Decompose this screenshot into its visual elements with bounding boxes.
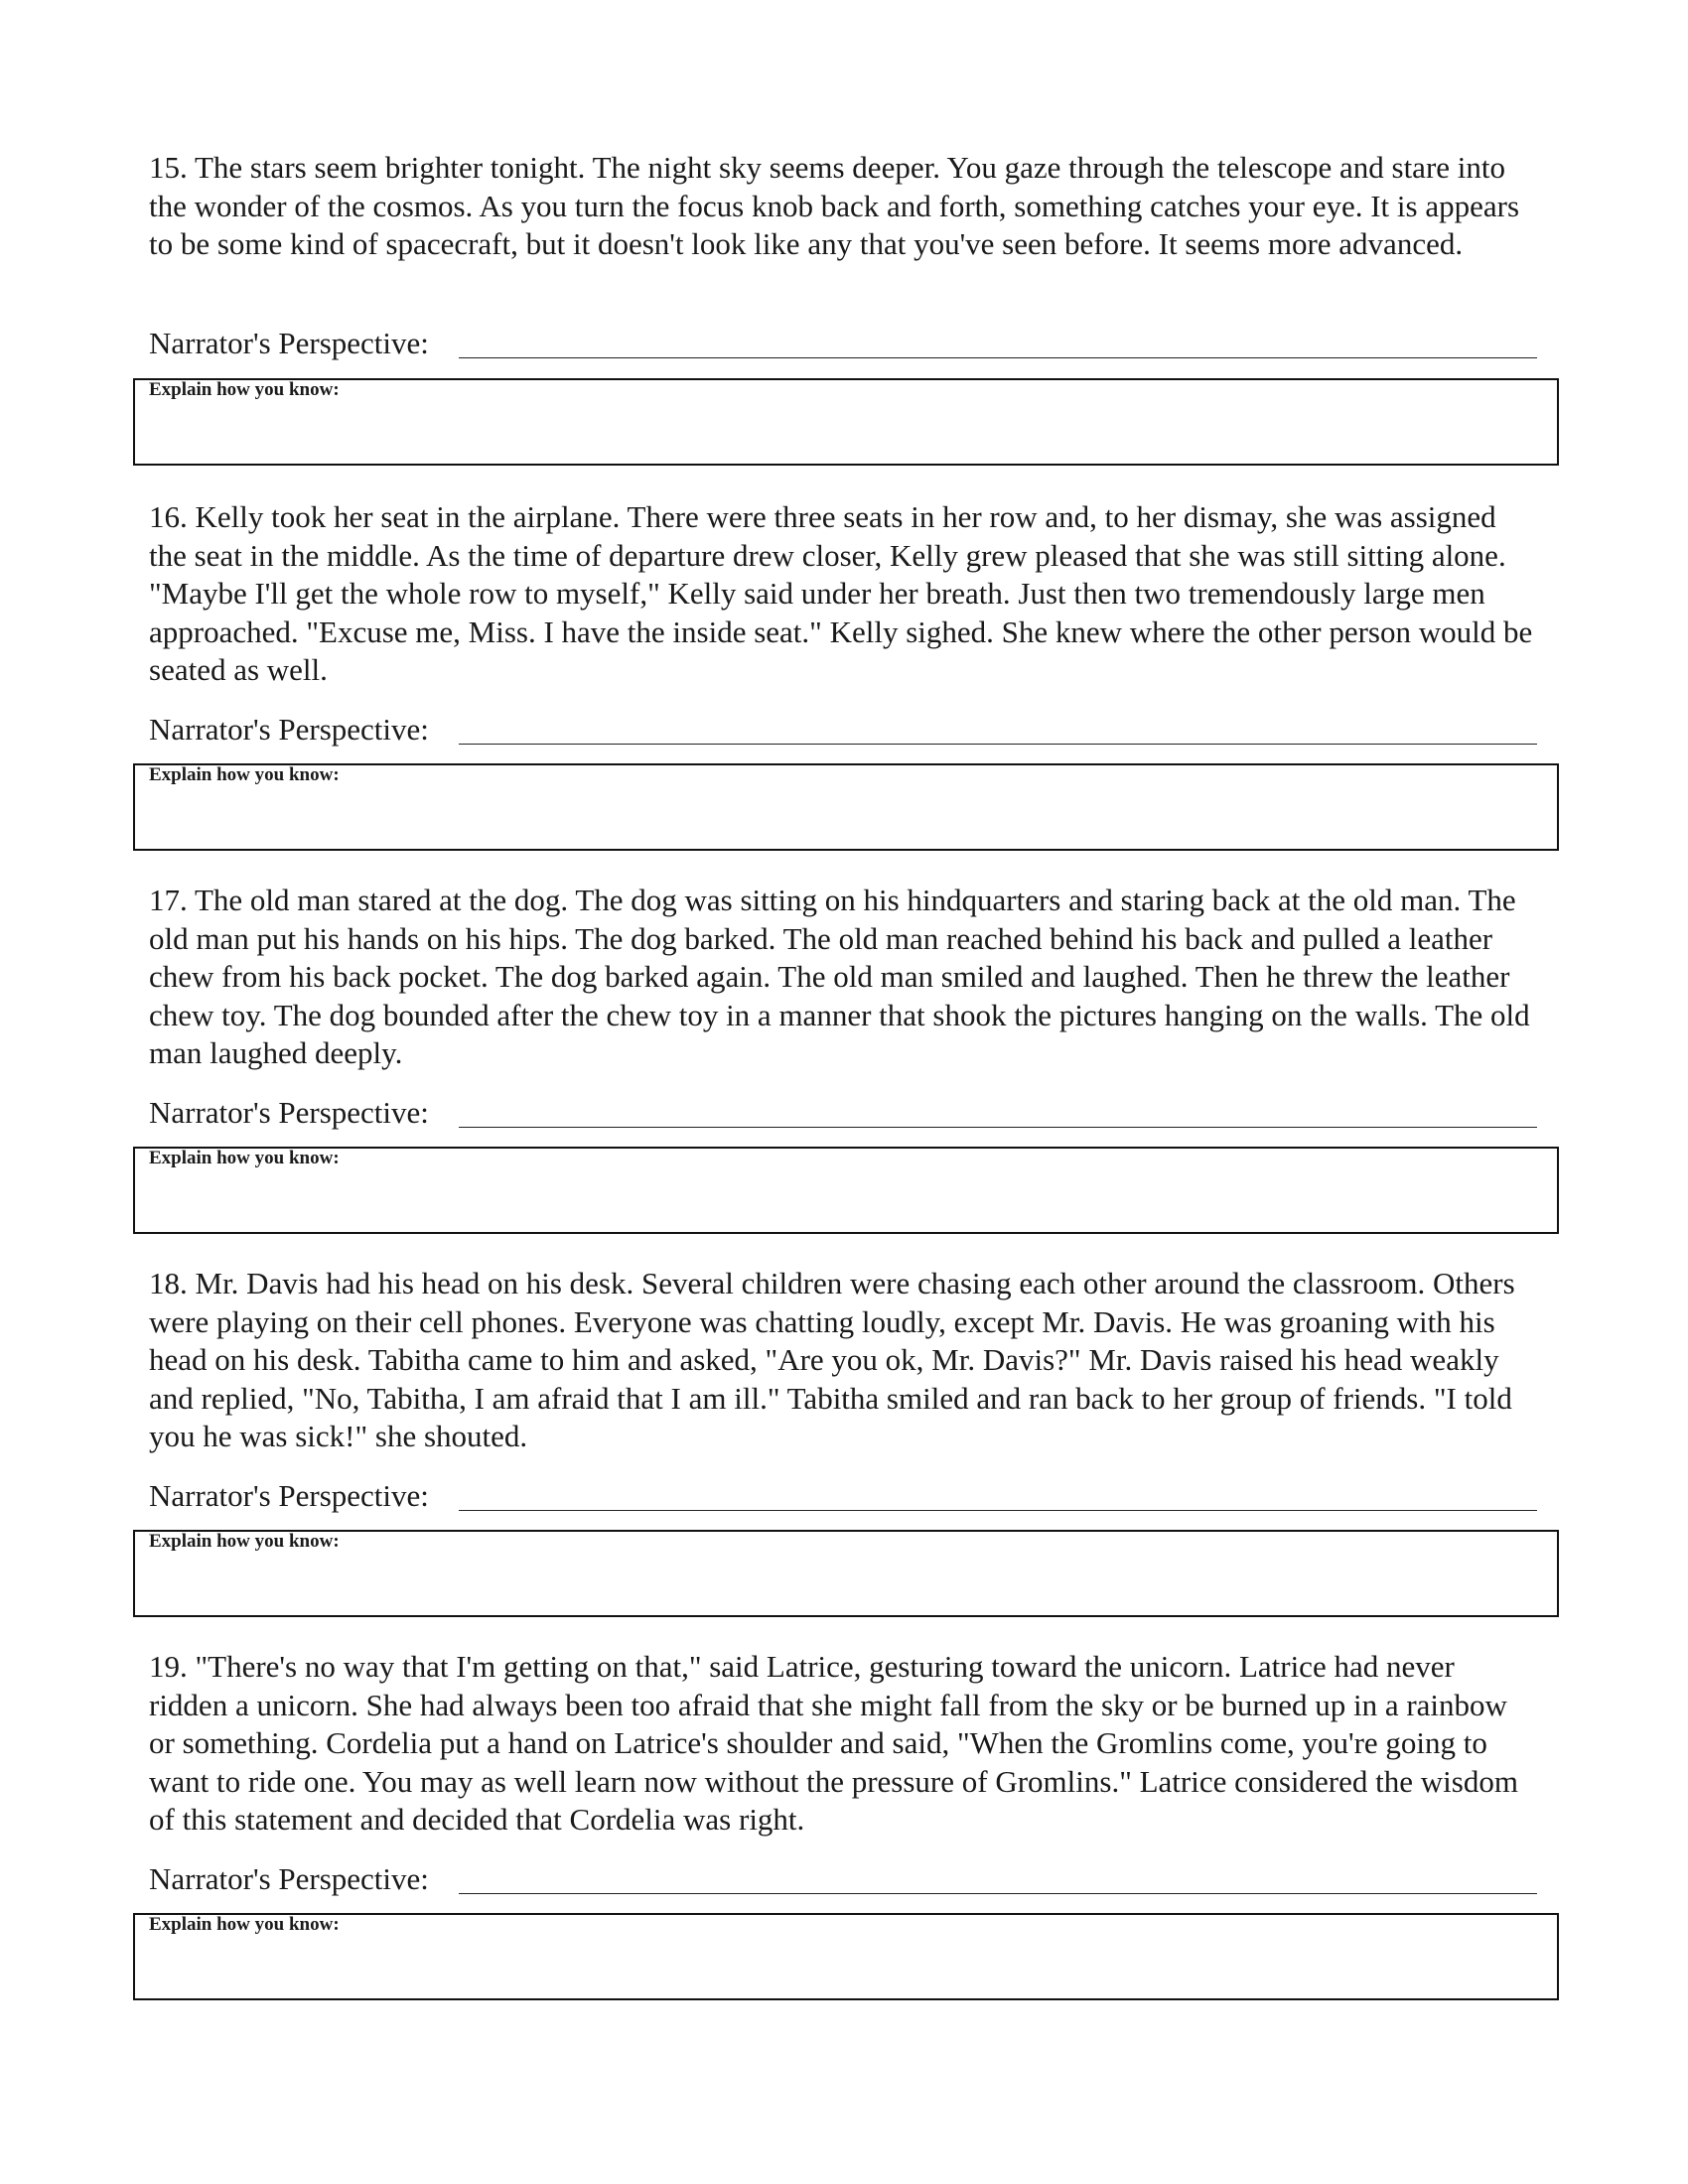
question-16: [0, 498, 1688, 866]
explain-box-16[interactable]: [133, 763, 1559, 851]
perspective-row-15: [149, 324, 1539, 363]
question-18: [0, 1265, 1688, 1632]
explain-box-17[interactable]: [133, 1147, 1559, 1234]
passage-15: 15. The stars seem brighter tonight. The night sky seems deeper. You gaze through the telescope and stare into the wonder of the cosmos. As you turn the focus knob back and forth, something catches your eye. It is appears to be some kind of spacecraft, but it doesn't look like any that you've seen before. It seems more advanced.: [149, 150, 1520, 261]
explain-label-19: Explain how you know:: [149, 1914, 340, 1935]
passage-16: 16. Kelly took her seat in the airplane. There were three seats in her row and, to her dismay, she was assigned the seat in the middle. As the time of departure drew closer, Kelly grew pleased that she was still sitting alone. "Maybe I'll get the whole row to myself," Kelly said under her breath. Just then two tremendously large men approached. "Excuse me, Miss. I have the inside seat." Kelly sighed. She knew where the other person would be seated as well.: [149, 499, 1533, 687]
explain-label-18: Explain how you know:: [149, 1531, 340, 1552]
perspective-label-19: Narrator's Perspective:: [149, 1861, 429, 1896]
question-17: [0, 882, 1688, 1249]
perspective-label-16: Narrator's Perspective:: [149, 712, 429, 747]
perspective-label-17: Narrator's Perspective:: [149, 1095, 429, 1130]
perspective-row-18: [149, 1476, 1539, 1516]
question-15: [0, 149, 1688, 477]
perspective-row-19: [149, 1859, 1539, 1899]
explain-box-19[interactable]: [133, 1913, 1559, 2000]
perspective-row-17: [149, 1093, 1539, 1133]
perspective-answer-line-18[interactable]: [459, 1510, 1537, 1511]
passage-18: 18. Mr. Davis had his head on his desk. Several children were chasing each other around the classroom. Others were playing on their cell phones. Everyone was chatting loudly, except Mr. Davis. He was groaning with his head on his desk. Tabitha came to him and asked, "Are you ok, Mr. Davis?" Mr. Davis raised his head weakly and replied, "No, Tabitha, I am afraid that I am ill." Tabitha smiled and ran back to her group of friends. "I told you he was sick!" she shouted.: [149, 1266, 1515, 1453]
perspective-answer-line-16[interactable]: [459, 744, 1537, 745]
perspective-answer-line-17[interactable]: [459, 1127, 1537, 1128]
explain-label-17: Explain how you know:: [149, 1148, 340, 1168]
explain-label-15: Explain how you know:: [149, 379, 340, 400]
question-19: [0, 1648, 1688, 2015]
passage-19: 19. "There's no way that I'm getting on that," said Latrice, gesturing toward the unicorn. Latrice had never ridden a unicorn. She had always been too afraid that she might fall from the sky or be burned up in a rainbow or something. Cordelia put a hand on Latrice's shoulder and said, "When the Gromlins come, you're going to want to ride one. You may as well learn now without the pressure of Gromlins." Latrice considered the wisdom of this statement and decided that Cordelia was right.: [149, 1649, 1518, 1837]
perspective-answer-line-15[interactable]: [459, 357, 1537, 358]
explain-box-18[interactable]: [133, 1530, 1559, 1617]
explain-box-15[interactable]: [133, 378, 1559, 466]
perspective-row-16: [149, 710, 1539, 750]
perspective-label-18: Narrator's Perspective:: [149, 1478, 429, 1513]
explain-label-16: Explain how you know:: [149, 764, 340, 785]
perspective-label-15: Narrator's Perspective:: [149, 326, 429, 360]
passage-17: 17. The old man stared at the dog. The dog was sitting on his hindquarters and staring back at the old man. The old man put his hands on his hips. The dog barked. The old man reached behind his back and pulled a leather chew from his back pocket. The dog barked again. The old man smiled and laughed. Then he threw the leather chew toy. The dog bounded after the chew toy in a manner that shook the pictures hanging on the walls. The old man laughed deeply.: [149, 883, 1530, 1070]
perspective-answer-line-19[interactable]: [459, 1893, 1537, 1894]
